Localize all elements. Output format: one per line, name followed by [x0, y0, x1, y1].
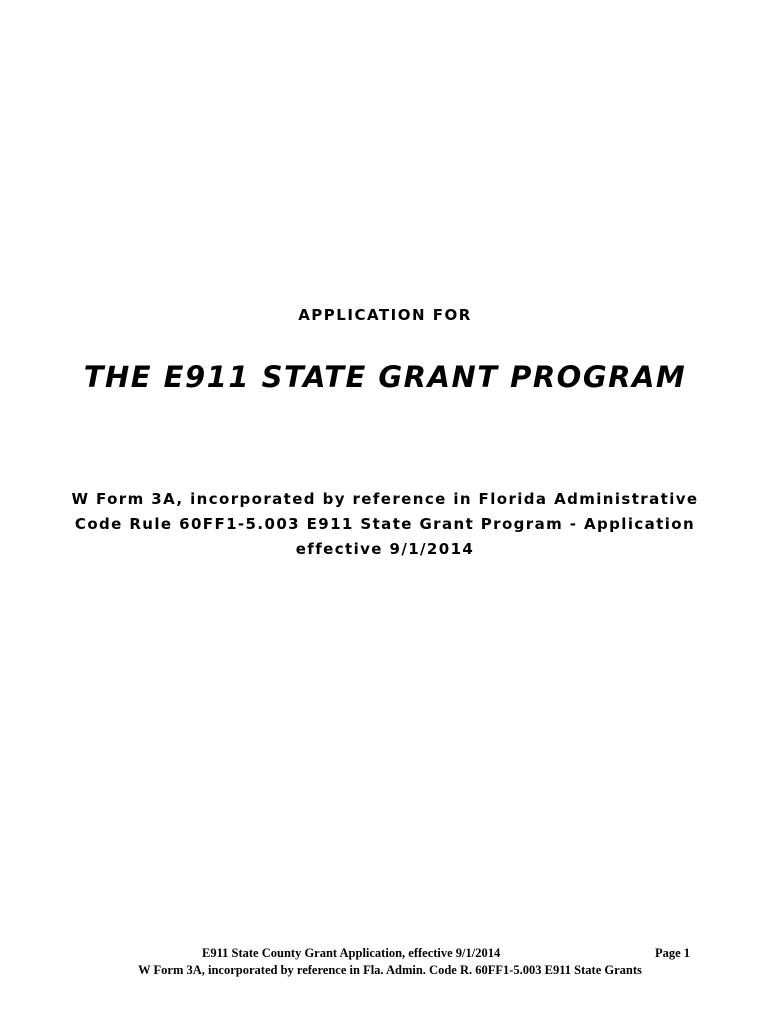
footer-first-line [80, 945, 700, 962]
document-kicker: APPLICATION FOR [298, 306, 472, 324]
document-title: THE E911 STATE GRANT PROGRAM [83, 360, 687, 394]
footer-title: E911 State County Grant Application, effective 9/1/2014 [202, 946, 501, 960]
page-number: Page 1 [654, 946, 690, 960]
description-line: effective 9/1/2014 [295, 540, 475, 558]
footer-reference: W Form 3A, incorporated by reference in Fla. Admin. Code R. 60FF1-5.003 E911 State Grants [138, 963, 642, 977]
description-line: Code Rule 60FF1-5.003 E911 State Grant Program - Application [74, 515, 696, 533]
description-line: W Form 3A, incorporated by reference in Florida Administrative [71, 490, 699, 508]
page-footer [80, 945, 700, 979]
document-description [60, 487, 710, 562]
